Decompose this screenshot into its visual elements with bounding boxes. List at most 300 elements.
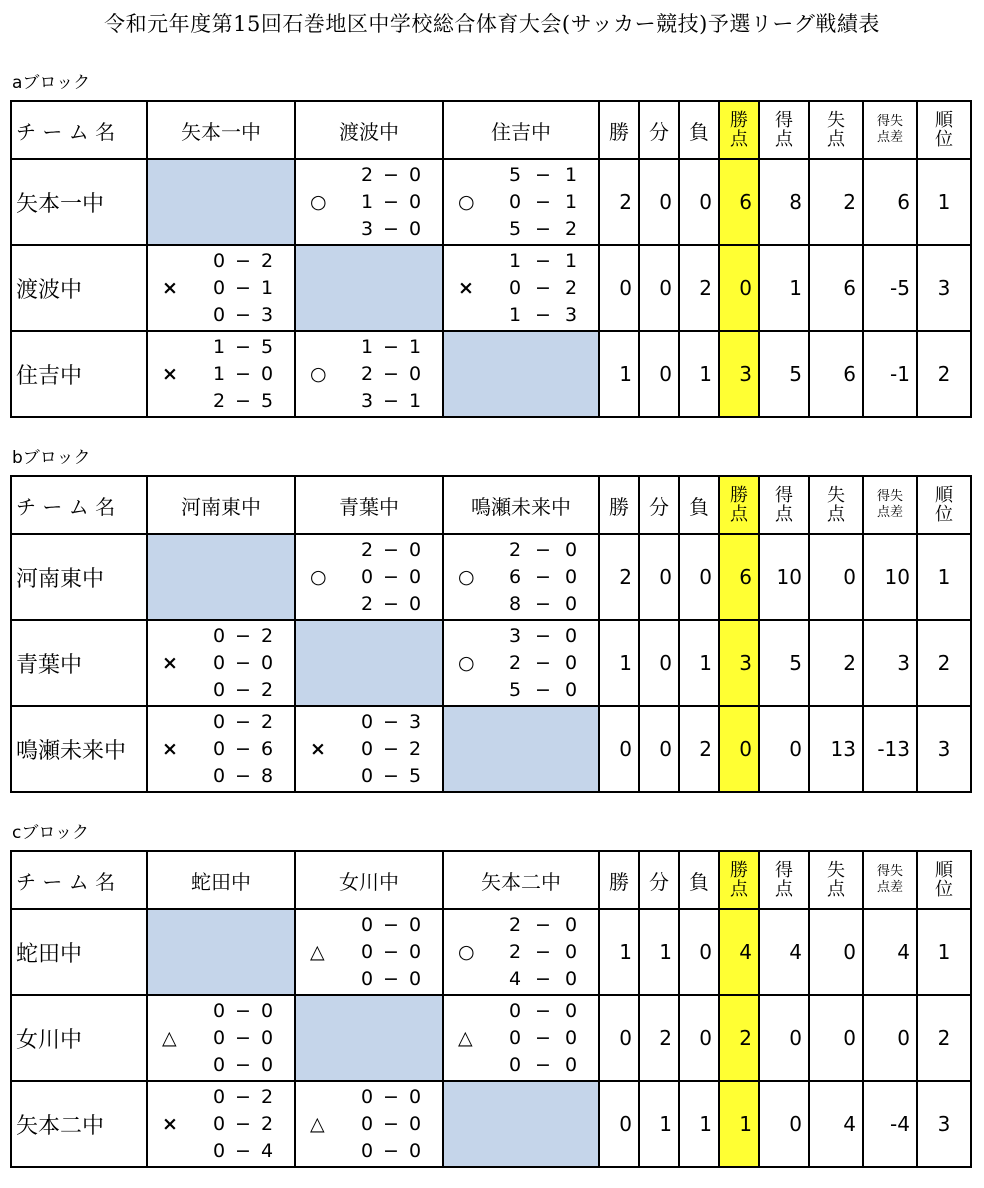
score-dash: −: [235, 1139, 251, 1162]
score-dash: −: [235, 1026, 251, 1049]
score-lines: [506, 537, 580, 617]
team-name: 鳴瀬未来中: [11, 706, 147, 792]
result-mark: ○: [310, 566, 327, 588]
stat-draw: 2: [639, 995, 679, 1081]
score-value: 3: [508, 625, 522, 648]
score-value: 2: [260, 678, 274, 701]
league-table: [10, 100, 972, 418]
score-line: [210, 711, 276, 733]
block-label: cブロック: [12, 823, 90, 843]
self-match-cell: [443, 331, 599, 417]
score-dash: −: [383, 217, 399, 240]
score-value: 0: [260, 1053, 274, 1076]
score-dash: −: [383, 592, 399, 615]
match-result-cell: [147, 995, 295, 1081]
score-line: [506, 539, 580, 561]
header-rank-line2: 位: [935, 879, 953, 900]
header-rank-line1: 順: [935, 860, 953, 881]
score-line: [210, 304, 276, 326]
header-goals-for-line2: 点: [775, 879, 793, 900]
score-value: 0: [564, 967, 578, 990]
result-mark: ×: [310, 738, 326, 760]
header-team-name: チ ー ム 名: [11, 851, 147, 909]
score-value: 0: [260, 1026, 274, 1049]
score-value: 5: [260, 389, 274, 412]
score-line: [210, 1140, 276, 1162]
score-dash: −: [383, 914, 399, 937]
stat-rank: 1: [917, 534, 971, 620]
score-value: 4: [260, 1139, 274, 1162]
header-goal-diff: [863, 101, 917, 159]
header-goals-for-line1: 得: [775, 110, 793, 131]
score-lines: [506, 248, 580, 328]
score-line: [358, 218, 424, 240]
score-value: 0: [360, 764, 374, 787]
score-value: 2: [360, 164, 374, 187]
score-value: 2: [360, 539, 374, 562]
result-mark: ×: [162, 652, 178, 674]
score-lines: [210, 248, 276, 328]
header-goal-diff-line2: 点差: [876, 130, 903, 145]
score-value: 0: [408, 539, 422, 562]
team-name: 渡波中: [11, 245, 147, 331]
header-goals-against: [809, 851, 863, 909]
score-value: 2: [260, 1112, 274, 1135]
block-label: aブロック: [12, 73, 91, 93]
score-value: 1: [360, 190, 374, 213]
header-goals-for: [759, 851, 809, 909]
header-opponent: 女川中: [295, 851, 443, 909]
score-value: 1: [508, 250, 522, 273]
score-value: 0: [564, 1026, 578, 1049]
score-value: 3: [360, 217, 374, 240]
result-mark: ×: [162, 1113, 178, 1135]
score-dash: −: [383, 967, 399, 990]
stat-points: 6: [719, 159, 759, 245]
score-value: 1: [408, 389, 422, 412]
stat-gd: -1: [863, 331, 917, 417]
stat-points: 3: [719, 620, 759, 706]
match-result-cell: [443, 909, 599, 995]
match-result-cell: [295, 331, 443, 417]
score-dash: −: [535, 651, 551, 674]
score-value: 0: [408, 914, 422, 937]
score-dash: −: [235, 1053, 251, 1076]
score-value: 1: [408, 336, 422, 359]
match-result-cell: [147, 706, 295, 792]
score-value: 0: [360, 1086, 374, 1109]
score-value: 4: [508, 967, 522, 990]
result-mark: ○: [310, 363, 327, 385]
score-line: [506, 914, 580, 936]
score-dash: −: [535, 625, 551, 648]
self-match-cell: [295, 245, 443, 331]
score-dash: −: [535, 967, 551, 990]
score-value: 0: [212, 1139, 226, 1162]
match-result-cell: [295, 159, 443, 245]
header-points-line2: 点: [730, 129, 748, 150]
score-value: 0: [212, 764, 226, 787]
table-header-row: [11, 851, 971, 909]
stat-ga: 6: [809, 245, 863, 331]
header-goals-against-line2: 点: [827, 879, 845, 900]
team-name: 青葉中: [11, 620, 147, 706]
score-line: [506, 625, 580, 647]
stat-win: 0: [599, 245, 639, 331]
header-loss: 負: [679, 476, 719, 534]
score-value: 2: [260, 625, 274, 648]
header-points: [719, 851, 759, 909]
team-name: 矢本二中: [11, 1081, 147, 1167]
league-table: [10, 475, 972, 793]
score-line: [210, 250, 276, 272]
score-line: [358, 711, 424, 733]
score-line: [210, 738, 276, 760]
stat-rank: 1: [917, 909, 971, 995]
score-dash: −: [235, 711, 251, 734]
score-value: 0: [408, 1086, 422, 1109]
score-value: 5: [260, 336, 274, 359]
stat-gd: -13: [863, 706, 917, 792]
score-value: 0: [212, 678, 226, 701]
score-value: 0: [508, 276, 522, 299]
score-line: [358, 914, 424, 936]
self-match-cell: [295, 620, 443, 706]
header-goal-diff-line1: 得失: [876, 864, 903, 879]
score-value: 0: [408, 592, 422, 615]
stat-gf: 5: [759, 620, 809, 706]
score-line: [506, 164, 580, 186]
score-lines: [210, 998, 276, 1078]
score-value: 0: [564, 625, 578, 648]
stat-ga: 4: [809, 1081, 863, 1167]
match-result-cell: [295, 534, 443, 620]
stat-points: 6: [719, 534, 759, 620]
stat-gf: 0: [759, 706, 809, 792]
score-dash: −: [235, 389, 251, 412]
score-dash: −: [235, 336, 251, 359]
header-team-name: チ ー ム 名: [11, 101, 147, 159]
score-lines: [358, 912, 424, 992]
score-dash: −: [383, 940, 399, 963]
score-dash: −: [383, 1112, 399, 1135]
score-line: [506, 277, 580, 299]
score-line: [358, 968, 424, 990]
table-row: [11, 995, 971, 1081]
score-dash: −: [235, 678, 251, 701]
header-goals-for-line2: 点: [775, 504, 793, 525]
self-match-cell: [147, 909, 295, 995]
score-line: [358, 566, 424, 588]
score-lines: [506, 162, 580, 242]
header-loss: 負: [679, 101, 719, 159]
stat-gf: 4: [759, 909, 809, 995]
score-value: 1: [564, 190, 578, 213]
score-dash: −: [383, 1139, 399, 1162]
score-line: [210, 1000, 276, 1022]
score-dash: −: [535, 565, 551, 588]
stat-draw: 0: [639, 706, 679, 792]
score-value: 5: [508, 678, 522, 701]
score-value: 2: [408, 737, 422, 760]
score-dash: −: [235, 764, 251, 787]
header-rank-line2: 位: [935, 129, 953, 150]
score-dash: −: [535, 914, 551, 937]
score-value: 0: [408, 1112, 422, 1135]
header-goals-against-line2: 点: [827, 129, 845, 150]
table-row: [11, 909, 971, 995]
stat-gf: 1: [759, 245, 809, 331]
match-result-cell: [147, 620, 295, 706]
score-lines: [358, 537, 424, 617]
score-dash: −: [383, 164, 399, 187]
score-value: 0: [212, 1053, 226, 1076]
score-value: 0: [408, 164, 422, 187]
score-dash: −: [535, 190, 551, 213]
score-value: 0: [212, 303, 226, 326]
score-value: 0: [408, 362, 422, 385]
score-line: [210, 679, 276, 701]
result-mark: ×: [162, 363, 178, 385]
stat-gf: 8: [759, 159, 809, 245]
result-mark: △: [310, 941, 325, 963]
stat-loss: 1: [679, 620, 719, 706]
score-line: [358, 191, 424, 213]
score-dash: −: [383, 362, 399, 385]
result-mark: △: [162, 1027, 177, 1049]
score-line: [506, 593, 580, 615]
match-result-cell: [147, 245, 295, 331]
score-line: [358, 1086, 424, 1108]
stat-gd: 3: [863, 620, 917, 706]
score-value: 0: [360, 940, 374, 963]
score-dash: −: [535, 539, 551, 562]
score-value: 0: [564, 1053, 578, 1076]
score-value: 0: [360, 1112, 374, 1135]
score-value: 0: [212, 1026, 226, 1049]
score-dash: −: [535, 1026, 551, 1049]
stat-gd: 10: [863, 534, 917, 620]
result-mark: ○: [458, 566, 475, 588]
result-mark: ○: [458, 191, 475, 213]
score-value: 6: [260, 737, 274, 760]
score-dash: −: [235, 276, 251, 299]
header-goals-against-line1: 失: [827, 485, 845, 506]
score-value: 1: [260, 276, 274, 299]
team-name: 矢本一中: [11, 159, 147, 245]
stat-loss: 1: [679, 1081, 719, 1167]
header-opponent: 矢本二中: [443, 851, 599, 909]
header-goals-against-line2: 点: [827, 504, 845, 525]
score-value: 2: [508, 914, 522, 937]
self-match-cell: [147, 534, 295, 620]
score-value: 0: [212, 711, 226, 734]
score-value: 0: [564, 914, 578, 937]
score-value: 0: [360, 1139, 374, 1162]
header-rank: [917, 476, 971, 534]
result-mark: ○: [310, 191, 327, 213]
score-line: [506, 941, 580, 963]
stat-gd: -5: [863, 245, 917, 331]
score-value: 0: [564, 592, 578, 615]
score-dash: −: [383, 737, 399, 760]
header-points-line2: 点: [730, 504, 748, 525]
header-goal-diff: [863, 851, 917, 909]
stat-loss: 1: [679, 331, 719, 417]
score-dash: −: [235, 1112, 251, 1135]
score-value: 2: [564, 217, 578, 240]
result-mark: △: [458, 1027, 473, 1049]
score-value: 3: [260, 303, 274, 326]
score-value: 0: [360, 711, 374, 734]
score-dash: −: [383, 336, 399, 359]
header-points-line1: 勝: [730, 485, 748, 506]
result-mark: ○: [458, 652, 475, 674]
stat-rank: 3: [917, 245, 971, 331]
stat-points: 2: [719, 995, 759, 1081]
stat-gd: 6: [863, 159, 917, 245]
self-match-cell: [443, 1081, 599, 1167]
score-value: 0: [408, 967, 422, 990]
stat-gf: 5: [759, 331, 809, 417]
league-table: [10, 850, 972, 1168]
stat-draw: 0: [639, 159, 679, 245]
stat-loss: 0: [679, 159, 719, 245]
score-value: 0: [564, 539, 578, 562]
score-value: 2: [564, 276, 578, 299]
table-row: [11, 331, 971, 417]
score-line: [506, 191, 580, 213]
table-row: [11, 706, 971, 792]
score-value: 3: [360, 389, 374, 412]
result-mark: ○: [458, 941, 475, 963]
score-line: [506, 218, 580, 240]
score-lines: [358, 1084, 424, 1164]
stat-draw: 0: [639, 620, 679, 706]
score-dash: −: [235, 1086, 251, 1109]
match-result-cell: [147, 1081, 295, 1167]
score-dash: −: [235, 737, 251, 760]
stat-draw: 0: [639, 331, 679, 417]
score-value: 0: [212, 737, 226, 760]
stat-ga: 0: [809, 909, 863, 995]
header-rank-line2: 位: [935, 504, 953, 525]
header-goals-against-line1: 失: [827, 110, 845, 131]
score-line: [210, 1054, 276, 1076]
score-dash: −: [235, 625, 251, 648]
score-line: [358, 765, 424, 787]
stat-gf: 10: [759, 534, 809, 620]
match-result-cell: [295, 706, 443, 792]
header-goals-against: [809, 101, 863, 159]
stat-win: 2: [599, 534, 639, 620]
score-value: 8: [508, 592, 522, 615]
header-points-line1: 勝: [730, 860, 748, 881]
score-line: [210, 390, 276, 412]
header-team-name: チ ー ム 名: [11, 476, 147, 534]
score-value: 0: [212, 276, 226, 299]
score-value: 1: [564, 250, 578, 273]
score-dash: −: [535, 940, 551, 963]
header-win: 勝: [599, 476, 639, 534]
score-lines: [506, 623, 580, 703]
score-value: 5: [408, 764, 422, 787]
score-value: 0: [212, 1112, 226, 1135]
score-value: 0: [564, 565, 578, 588]
score-value: 0: [564, 651, 578, 674]
score-value: 1: [360, 336, 374, 359]
header-goal-diff-line1: 得失: [876, 489, 903, 504]
stat-loss: 0: [679, 909, 719, 995]
match-result-cell: [295, 909, 443, 995]
score-line: [210, 1086, 276, 1108]
score-dash: −: [383, 539, 399, 562]
header-goals-against: [809, 476, 863, 534]
score-line: [358, 539, 424, 561]
score-value: 1: [508, 303, 522, 326]
header-goal-diff: [863, 476, 917, 534]
score-value: 0: [408, 1139, 422, 1162]
stat-win: 0: [599, 706, 639, 792]
header-draw: 分: [639, 101, 679, 159]
score-line: [358, 1140, 424, 1162]
result-mark: △: [310, 1113, 325, 1135]
table-header-row: [11, 476, 971, 534]
stat-win: 0: [599, 1081, 639, 1167]
score-value: 2: [260, 1086, 274, 1109]
score-dash: −: [535, 276, 551, 299]
score-dash: −: [535, 217, 551, 240]
stat-gd: 4: [863, 909, 917, 995]
score-value: 2: [508, 651, 522, 674]
score-dash: −: [383, 565, 399, 588]
match-result-cell: [443, 245, 599, 331]
match-result-cell: [443, 534, 599, 620]
table-row: [11, 1081, 971, 1167]
score-dash: −: [235, 362, 251, 385]
stat-rank: 2: [917, 331, 971, 417]
score-dash: −: [235, 250, 251, 273]
result-mark: ×: [162, 277, 178, 299]
header-goals-against-line1: 失: [827, 860, 845, 881]
score-line: [210, 336, 276, 358]
team-name: 住吉中: [11, 331, 147, 417]
score-lines: [506, 998, 580, 1078]
header-points: [719, 476, 759, 534]
score-lines: [210, 709, 276, 789]
stat-points: 0: [719, 245, 759, 331]
header-opponent: 河南東中: [147, 476, 295, 534]
stat-loss: 2: [679, 245, 719, 331]
match-result-cell: [443, 995, 599, 1081]
table-row: [11, 159, 971, 245]
score-value: 2: [508, 940, 522, 963]
score-value: 5: [508, 217, 522, 240]
score-line: [506, 679, 580, 701]
score-line: [506, 1027, 580, 1049]
score-dash: −: [383, 190, 399, 213]
header-goals-for-line2: 点: [775, 129, 793, 150]
stat-rank: 3: [917, 1081, 971, 1167]
score-lines: [358, 334, 424, 414]
header-goals-for: [759, 101, 809, 159]
table-row: [11, 245, 971, 331]
stat-ga: 0: [809, 534, 863, 620]
stat-ga: 6: [809, 331, 863, 417]
score-value: 2: [360, 362, 374, 385]
stat-win: 2: [599, 159, 639, 245]
table-header-row: [11, 101, 971, 159]
